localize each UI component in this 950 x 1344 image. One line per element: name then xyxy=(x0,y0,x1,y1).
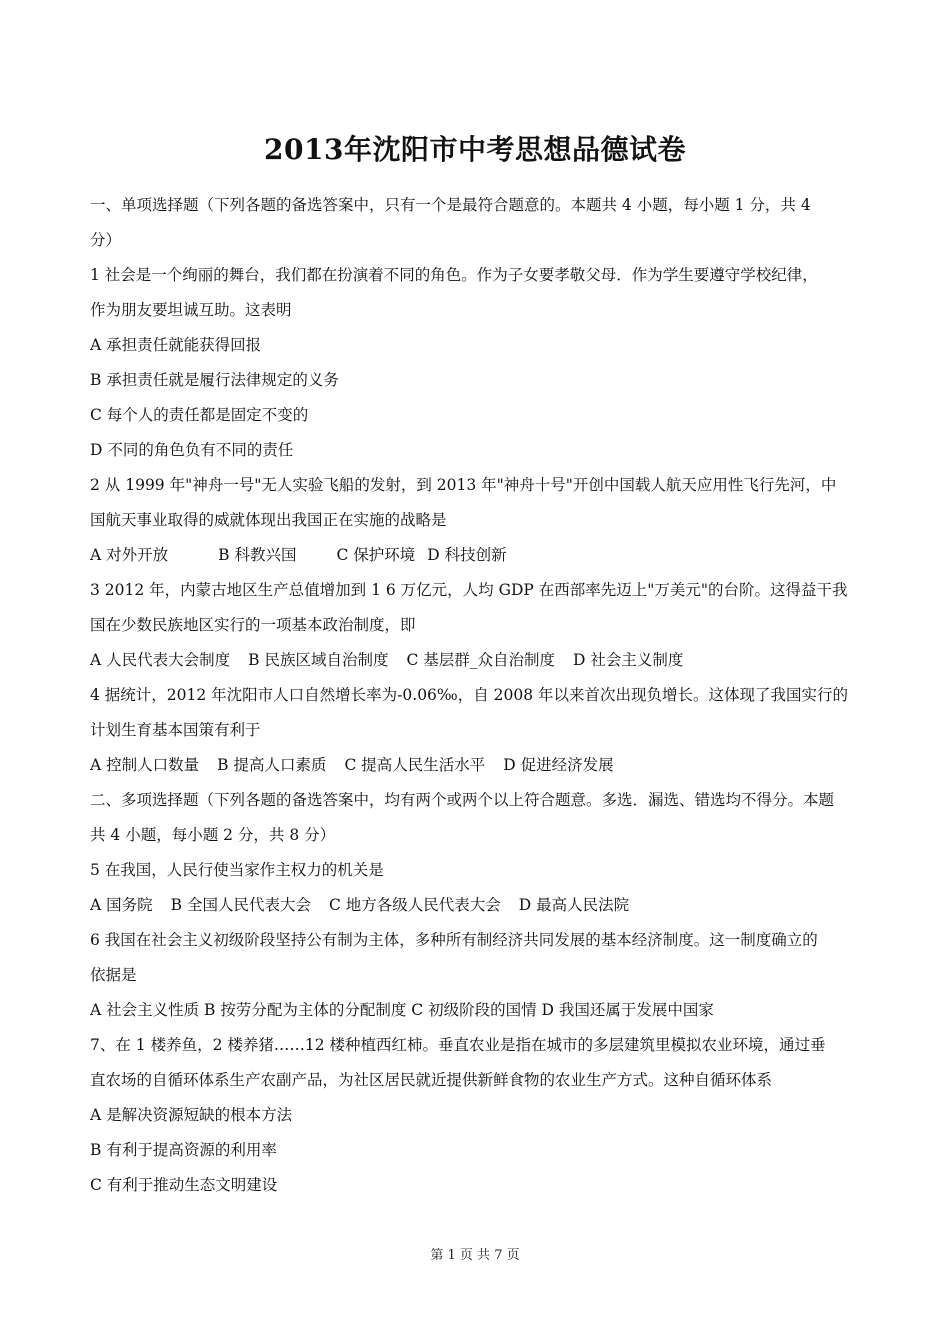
question-stem: 2 从 1999 年"神舟一号"无人实验飞船的发射，到 2013 年"神舟十号"开创中国载人航天应用性飞行先河，中 xyxy=(90,476,837,494)
question-stem: 国在少数民族地区实行的一项基本政治制度，即 xyxy=(90,616,416,634)
question-stem: 5 在我国，人民行使当家作主权力的机关是 xyxy=(90,861,384,879)
answer-option: D 不同的角色负有不同的责任 xyxy=(90,441,294,459)
answer-option: D 促进经济发展 xyxy=(503,756,614,774)
answer-option: B 提高人口素质 xyxy=(217,756,327,774)
answer-option: C 提高人民生活水平 xyxy=(344,756,486,774)
question-stem: 3 2012 年，内蒙古地区生产总值增加到 1 6 万亿元，人均 GDP 在西部率先迈上"万美元"的台阶。这得益干我 xyxy=(90,581,848,599)
answer-option: B 科教兴国 xyxy=(218,546,297,564)
question-stem: 6 我国在社会主义初级阶段坚持公有制为主体，多种所有制经济共同发展的基本经济制度。这一制度确立的 xyxy=(90,931,818,949)
section-heading: 分） xyxy=(90,231,122,249)
answer-option: B 民族区域自治制度 xyxy=(248,651,389,669)
section-heading: 一、单项选择题（下列各题的备选答案中，只有一个是最符合题意的。本题共 4 小题，每小题 1 分，共 4 xyxy=(90,196,811,214)
answer-option: A 承担责任就能获得回报 xyxy=(90,336,262,354)
answer-option: C 地方各级人民代表大会 xyxy=(328,896,501,914)
answer-options-row xyxy=(90,748,870,783)
answer-option: B 全国人民代表大会 xyxy=(170,896,311,914)
answer-option: C 基层群_众自治制度 xyxy=(406,651,555,669)
section-heading: 二、多项选择题（下列各题的备选答案中，均有两个或两个以上符合题意。多选．漏选、错选均不得分。本题 xyxy=(90,791,835,809)
question-stem: 国航天事业取得的威就体现出我国正在实施的战略是 xyxy=(90,511,447,529)
answer-option: B 承担责任就是履行法律规定的义务 xyxy=(90,371,339,389)
question-stem: 直农场的自循环体系生产农副产品，为社区居民就近提供新鲜食物的农业生产方式。这种自循环体系 xyxy=(90,1071,773,1089)
answer-option: A 是解决资源短缺的根本方法 xyxy=(90,1106,293,1124)
question-stem: 1 社会是一个绚丽的舞台，我们都在扮演着不同的角色。作为子女要孝敬父母．作为学生要遵守学校纪律， xyxy=(90,266,818,284)
answer-option: B 有利于提高资源的利用率 xyxy=(90,1141,277,1159)
question-stem: 计划生育基本国策有利于 xyxy=(90,721,261,739)
question-stem: 4 据统计，2012 年沈阳市人口自然增长率为-0.06‰，自 2008 年以来首次出现负增长。这体现了我国实行的 xyxy=(90,686,849,704)
page-title: 2013年沈阳市中考思想品德试卷 xyxy=(264,133,686,166)
answer-options-row xyxy=(90,643,870,678)
answer-options-row xyxy=(90,888,870,923)
answer-option: D 社会主义制度 xyxy=(573,651,684,669)
question-stem: 7、在 1 楼养鱼，2 楼养猪……12 楼种植西红柿。垂直农业是指在城市的多层建筑里模拟农业环境，通过垂 xyxy=(90,1036,826,1054)
answer-option: C 每个人的责任都是固定不变的 xyxy=(90,406,309,424)
question-stem: 依据是 xyxy=(90,966,137,984)
answer-options-row xyxy=(90,538,870,573)
answer-options-row: A 社会主义性质 B 按劳分配为主体的分配制度 C 初级阶段的国情 D 我国还属于发展中国家 xyxy=(90,1001,714,1019)
section-heading: 共 4 小题，每小题 2 分，共 8 分） xyxy=(90,826,336,844)
answer-option: C 有利于推动生态文明建设 xyxy=(90,1176,278,1194)
answer-option: D 最高人民法院 xyxy=(518,896,630,914)
answer-option: A 控制人口数量 xyxy=(90,756,200,774)
answer-option: A 人民代表大会制度 xyxy=(90,651,231,669)
exam-content xyxy=(90,188,870,1203)
answer-option: A 国务院 xyxy=(90,896,153,914)
page-footer: 第 1 页 共 7 页 xyxy=(430,1248,520,1263)
answer-option: D 科技创新 xyxy=(427,546,507,564)
answer-option: C 保护环境 xyxy=(336,546,416,564)
question-stem: 作为朋友要坦诚互助。这表明 xyxy=(90,301,292,319)
answer-option: A 对外开放 xyxy=(90,546,169,564)
